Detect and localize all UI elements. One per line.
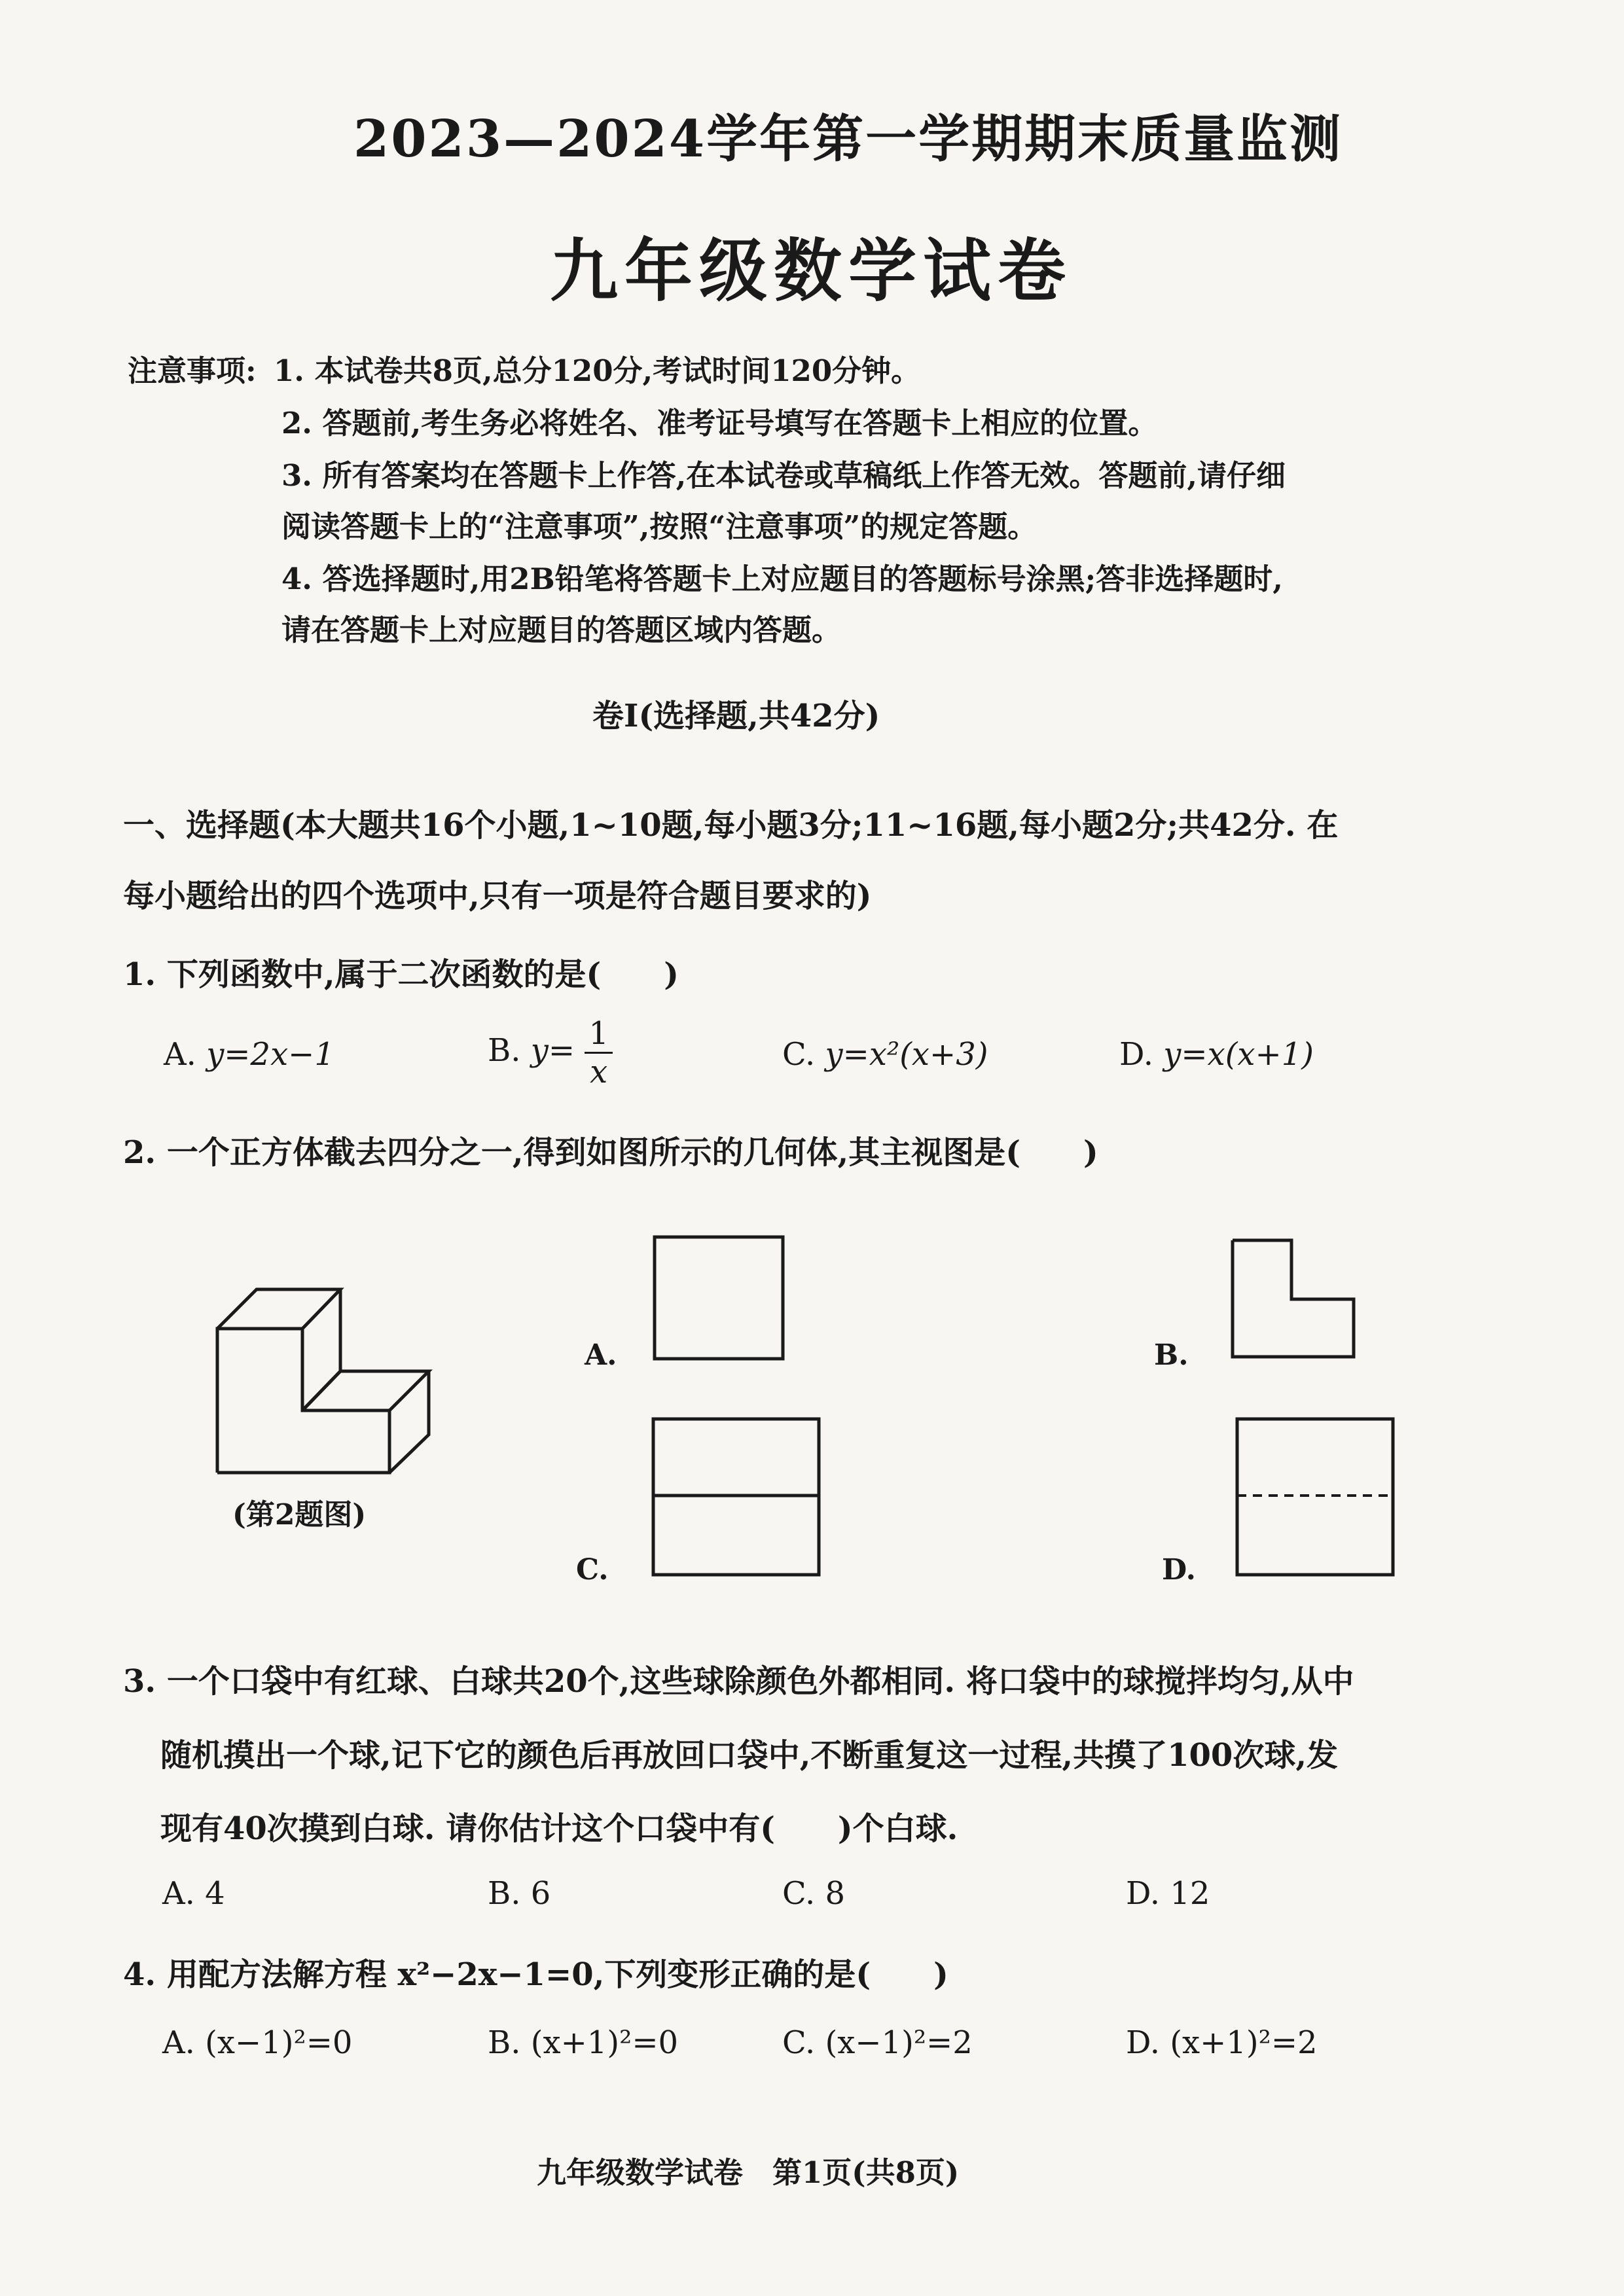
q1-option-c-text: y=x²(x+3) [825,1036,988,1073]
q1-option-d-label: D. [1119,1036,1154,1073]
notes-label: 注意事项: [128,353,257,388]
question-1-stem: 1. 下列函数中,属于二次函数的是( ) [123,956,679,993]
q1-option-c-label: C. [782,1036,816,1073]
note-item: 1. 本试卷共8页,总分120分,考试时间120分钟。 [274,353,921,388]
note-item: 2. 答题前,考生务必将姓名、准考证号填写在答题卡上相应的位置。 [281,406,1158,440]
q4-option-c[interactable]: C. (x−1)²=2 [782,2024,973,2061]
q1-option-b-prefix: y= [530,1032,575,1069]
q2-option-b-label[interactable]: B. [1154,1338,1189,1372]
q1-option-a[interactable] [164,1036,334,1073]
q4-option-a[interactable]: A. (x−1)²=0 [162,2024,353,2061]
q2-option-a-label[interactable]: A. [585,1338,617,1372]
l-shaped-solid-figure [209,1263,452,1486]
section-instruction: 每小题给出的四个选项中,只有一项是符合题目要求的) [123,878,872,914]
question-3-stem: 随机摸出一个球,记下它的颜色后再放回口袋中,不断重复这一过程,共摸了100次球,发 [160,1737,1339,1774]
fraction-denominator: x [590,1054,608,1090]
note-item: 阅读答题卡上的“注意事项”,按照“注意事项”的规定答题。 [281,509,1038,544]
q2-option-c-solid-line-view[interactable] [650,1416,823,1579]
q4-option-b[interactable]: B. (x+1)²=0 [488,2024,679,2061]
q3-option-d[interactable]: D. 12 [1126,1875,1210,1912]
note-item: 4. 答选择题时,用2B铅笔将答题卡上对应题目的答题标号涂黑;答非选择题时, [281,562,1283,596]
section-title: 卷Ⅰ(选择题,共42分) [592,698,880,734]
note-item: 请在答题卡上对应题目的答题区域内答题。 [281,613,842,647]
fraction-numerator: 1 [585,1018,613,1054]
section-instruction: 一、选择题(本大题共16个小题,1~10题,每小题3分;11~16题,每小题2分;共42分. 在 [123,807,1339,844]
exam-title: 2023—2024学年第一学期期末质量监测 [353,109,1343,169]
q2-option-d-label[interactable]: D. [1162,1553,1196,1587]
q2-option-a-square-view[interactable] [651,1234,789,1365]
q1-option-b[interactable] [488,1015,613,1090]
q2-option-c-label[interactable]: C. [576,1553,609,1587]
note-item: 3. 所有答案均在答题卡上作答,在本试卷或草稿纸上作答无效。答题前,请仔细 [281,458,1286,493]
figure-caption: (第2题图) [232,1498,367,1532]
q1-option-c[interactable] [782,1036,988,1073]
question-3-stem: 现有40次摸到白球. 请你估计这个口袋中有( )个白球. [160,1810,958,1847]
q2-option-d-dashed-line-view[interactable] [1234,1416,1398,1579]
page-footer: 九年级数学试卷 第1页(共8页) [537,2155,960,2190]
q2-option-b-l-view[interactable] [1229,1237,1360,1361]
q1-option-d[interactable] [1119,1036,1314,1073]
q1-option-d-text: y=x(x+1) [1163,1036,1314,1073]
q1-option-b-fraction [585,1015,613,1090]
q1-option-b-label: B. [488,1032,521,1069]
q4-option-d[interactable]: D. (x+1)²=2 [1126,2024,1318,2061]
exam-subtitle: 九年级数学试卷 [550,230,1073,311]
q1-option-a-label: A. [164,1036,196,1073]
q1-option-a-text: y=2x−1 [206,1036,334,1073]
q3-option-a[interactable]: A. 4 [162,1875,225,1912]
q3-option-b[interactable]: B. 6 [488,1875,551,1912]
question-4-stem: 4. 用配方法解方程 x²−2x−1=0,下列变形正确的是( ) [123,1956,948,1993]
question-3-stem: 3. 一个口袋中有红球、白球共20个,这些球除颜色外都相同. 将口袋中的球搅拌均匀,从中 [123,1663,1354,1700]
question-2-stem: 2. 一个正方体截去四分之一,得到如图所示的几何体,其主视图是( ) [123,1134,1098,1171]
q3-option-c[interactable]: C. 8 [782,1875,846,1912]
